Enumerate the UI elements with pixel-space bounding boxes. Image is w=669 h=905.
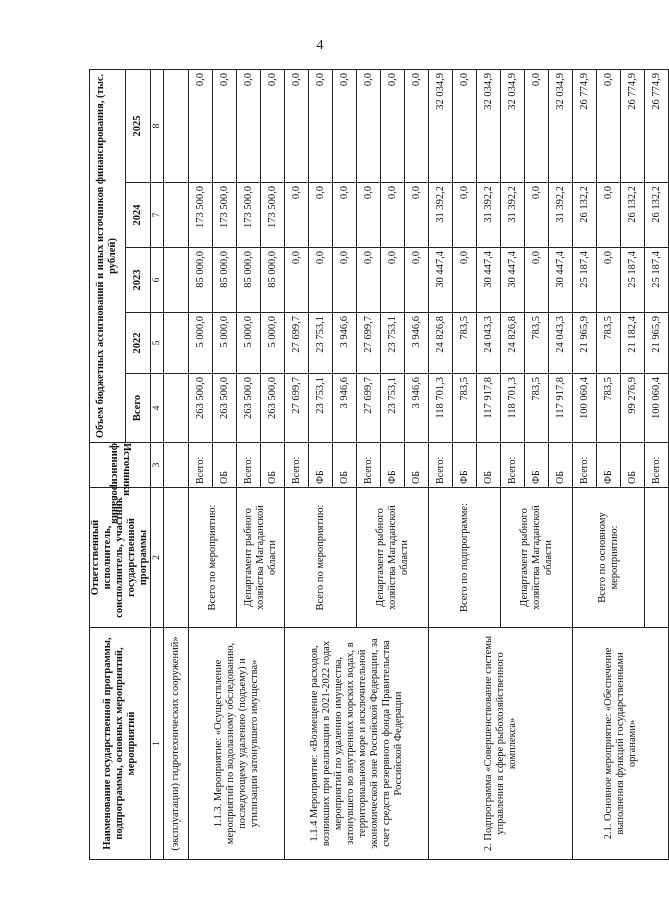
amount-cell: 3 946,6 — [333, 374, 357, 443]
amount-cell: 32 034,9 — [429, 69, 453, 182]
responsible-all: Всего по мероприятию: — [285, 488, 357, 628]
header-total: Всего — [125, 374, 150, 443]
amount-cell: 23 753,1 — [309, 374, 333, 443]
amount-cell: 0,0 — [525, 69, 549, 182]
amount-cell: 783,5 — [597, 313, 621, 374]
amount-cell: 173 500,0 — [261, 183, 285, 248]
source-label: ОБ — [405, 443, 429, 488]
header-year-2023: 2023 — [125, 248, 150, 313]
budget-table — [89, 69, 669, 860]
amount-cell: 5 000,0 — [213, 313, 237, 374]
col-number: 5 — [151, 313, 164, 374]
amount-cell: 0,0 — [453, 248, 477, 313]
amount-cell: 0,0 — [333, 248, 357, 313]
amount-cell: 21 965,9 — [573, 313, 597, 374]
amount-cell: 5 000,0 — [261, 313, 285, 374]
amount-cell: 31 392,2 — [501, 183, 525, 248]
amount-cell: 25 187,4 — [645, 248, 669, 313]
amount-cell: 27 699,7 — [285, 313, 309, 374]
item-name: 2. Подпрограмма «Совершенствование системы управления в сфере рыбохозяйственного комплекса» — [429, 628, 573, 860]
source-label: ОБ — [261, 443, 285, 488]
source-label: Всего: — [645, 443, 669, 488]
amount-cell: 23 753,1 — [381, 374, 405, 443]
amount-cell: 27 699,7 — [285, 374, 309, 443]
empty-cell — [164, 374, 189, 443]
item-name: 2.1. Основное мероприятие: «Обеспечение выполнения функций государственными органами» — [573, 628, 669, 860]
amount-cell: 0,0 — [309, 248, 333, 313]
responsible-all: Всего по мероприятию: — [189, 488, 237, 628]
responsible-all: Всего по подпрограмме: — [429, 488, 501, 628]
source-label: ОБ — [477, 443, 501, 488]
amount-cell: 173 500,0 — [189, 183, 213, 248]
amount-cell: 0,0 — [285, 69, 309, 182]
header-year-2024: 2024 — [125, 183, 150, 248]
amount-cell: 0,0 — [261, 69, 285, 182]
rotated-table-container — [89, 70, 662, 860]
amount-cell: 30 447,4 — [501, 248, 525, 313]
responsible-department: Департамент рыбного хозяйства Магаданской области — [357, 488, 429, 628]
amount-cell: 783,5 — [453, 313, 477, 374]
responsible-all: Всего по основному мероприятию: — [573, 488, 645, 628]
amount-cell: 117 917,8 — [549, 374, 573, 443]
empty-cell — [164, 69, 189, 182]
col-number: 7 — [151, 183, 164, 248]
amount-cell: 26 132,2 — [621, 183, 645, 248]
header-name-column: Наименование государственной программы, подпрограммы, основных мероприятий, мероприятий — [90, 628, 151, 860]
source-label: ФБ — [597, 443, 621, 488]
amount-cell: 118 701,3 — [501, 374, 525, 443]
amount-cell: 25 187,4 — [573, 248, 597, 313]
amount-cell: 0,0 — [597, 248, 621, 313]
amount-cell: 263 500,0 — [189, 374, 213, 443]
header-year-2022: 2022 — [125, 313, 150, 374]
amount-cell: 0,0 — [405, 183, 429, 248]
source-label: ОБ — [213, 443, 237, 488]
amount-cell: 31 392,2 — [429, 183, 453, 248]
item-name: 1.1.3. Мероприятие: «Осуществление мероприятий по водолазному обследованию, последующему удалению (подъему) и утилизации затонувшего имущества» — [189, 628, 285, 860]
header-source-cell — [90, 443, 151, 524]
source-label: Всего: — [357, 443, 381, 488]
amount-cell: 30 447,4 — [549, 248, 573, 313]
header-volume-column: Объем бюджетных ассигнований и иных источников финансирования, (тыс. рублей) — [90, 69, 126, 442]
amount-cell: 24 826,8 — [501, 313, 525, 374]
amount-cell: 5 000,0 — [237, 313, 261, 374]
source-label: ФБ — [309, 443, 333, 488]
col-number: 3 — [151, 443, 164, 488]
amount-cell: 0,0 — [333, 183, 357, 248]
amount-cell: 26 774,9 — [573, 69, 597, 182]
header-year-2025: 2025 — [125, 69, 150, 182]
amount-cell: 5 000,0 — [189, 313, 213, 374]
table-row — [285, 69, 309, 859]
col-number: 4 — [151, 374, 164, 443]
amount-cell: 27 699,7 — [357, 313, 381, 374]
amount-cell: 21 965,9 — [645, 313, 669, 374]
amount-cell: 30 447,4 — [429, 248, 453, 313]
amount-cell: 3 946,6 — [405, 374, 429, 443]
amount-cell: 0,0 — [405, 69, 429, 182]
empty-cell — [164, 183, 189, 248]
table-row — [573, 69, 597, 859]
amount-cell: 263 500,0 — [213, 374, 237, 443]
responsible-department: Департамент рыбного хозяйства Магаданской области — [237, 488, 285, 628]
amount-cell: 0,0 — [309, 69, 333, 182]
amount-cell: 0,0 — [381, 248, 405, 313]
source-label: ОБ — [549, 443, 573, 488]
amount-cell: 783,5 — [453, 374, 477, 443]
amount-cell: 783,5 — [525, 313, 549, 374]
amount-cell: 3 946,6 — [405, 313, 429, 374]
amount-cell: 85 000,0 — [237, 248, 261, 313]
amount-cell: 0,0 — [453, 69, 477, 182]
amount-cell: 783,5 — [525, 374, 549, 443]
amount-cell: 27 699,7 — [357, 374, 381, 443]
source-label: Всего: — [429, 443, 453, 488]
amount-cell: 0,0 — [405, 248, 429, 313]
amount-cell: 24 826,8 — [429, 313, 453, 374]
amount-cell: 26 774,9 — [645, 69, 669, 182]
amount-cell: 118 701,3 — [429, 374, 453, 443]
responsible-empty — [645, 488, 669, 628]
amount-cell: 117 917,8 — [477, 374, 501, 443]
column-number-row — [151, 69, 164, 859]
empty-cell — [164, 248, 189, 313]
amount-cell: 85 000,0 — [261, 248, 285, 313]
amount-cell: 0,0 — [597, 183, 621, 248]
amount-cell: 0,0 — [381, 183, 405, 248]
amount-cell: 99 276,9 — [621, 374, 645, 443]
amount-cell: 32 034,9 — [501, 69, 525, 182]
source-label: ФБ — [381, 443, 405, 488]
empty-cell — [164, 443, 189, 488]
amount-cell: 21 182,4 — [621, 313, 645, 374]
source-label: Всего: — [237, 443, 261, 488]
amount-cell: 100 060,4 — [573, 374, 597, 443]
col-number: 1 — [151, 628, 164, 860]
item-name: (эксплуатации) гидротехнических сооружений» — [164, 628, 189, 860]
amount-cell: 0,0 — [381, 69, 405, 182]
header-responsible-column: Ответственный исполнитель, соисполнитель, участник государственной программы — [90, 488, 151, 628]
source-label: Всего: — [189, 443, 213, 488]
amount-cell: 32 034,9 — [477, 69, 501, 182]
amount-cell: 0,0 — [333, 69, 357, 182]
table-row — [189, 69, 213, 859]
source-label: ОБ — [333, 443, 357, 488]
amount-cell: 0,0 — [597, 69, 621, 182]
amount-cell: 32 034,9 — [549, 69, 573, 182]
amount-cell: 0,0 — [453, 183, 477, 248]
table-row — [429, 69, 453, 859]
amount-cell: 0,0 — [237, 69, 261, 182]
amount-cell: 0,0 — [357, 69, 381, 182]
amount-cell: 26 132,2 — [645, 183, 669, 248]
amount-cell: 173 500,0 — [213, 183, 237, 248]
amount-cell: 26 132,2 — [573, 183, 597, 248]
source-label: Всего: — [285, 443, 309, 488]
amount-cell: 263 500,0 — [237, 374, 261, 443]
source-label: ФБ — [453, 443, 477, 488]
amount-cell: 0,0 — [213, 69, 237, 182]
amount-cell: 31 392,2 — [477, 183, 501, 248]
source-label: ФБ — [525, 443, 549, 488]
amount-cell: 25 187,4 — [621, 248, 645, 313]
amount-cell: 85 000,0 — [189, 248, 213, 313]
amount-cell: 0,0 — [285, 183, 309, 248]
amount-cell: 173 500,0 — [237, 183, 261, 248]
amount-cell: 0,0 — [285, 248, 309, 313]
amount-cell: 263 500,0 — [261, 374, 285, 443]
amount-cell: 0,0 — [189, 69, 213, 182]
amount-cell: 23 753,1 — [381, 313, 405, 374]
responsible-department: Департамент рыбного хозяйства Магаданской области — [501, 488, 573, 628]
table-row — [164, 69, 189, 859]
amount-cell: 31 392,2 — [549, 183, 573, 248]
amount-cell: 23 753,1 — [309, 313, 333, 374]
col-number: 2 — [151, 488, 164, 628]
amount-cell: 0,0 — [357, 183, 381, 248]
item-name: 1.1.4 Мероприятие: «Возмещение расходов, возникших при реализации в 2021-2022 годах мероприятий по удалению имущества, затонувшего во внутренних морских водах, в территориальном море и исключительной экономической зоне Российской Федерации, за счет средств резервного фонда Правительства Российской Федерации — [285, 628, 429, 860]
col-number: 8 — [151, 69, 164, 182]
source-label: ОБ — [621, 443, 645, 488]
amount-cell: 30 447,4 — [477, 248, 501, 313]
amount-cell: 783,5 — [597, 374, 621, 443]
amount-cell: 85 000,0 — [213, 248, 237, 313]
amount-cell: 0,0 — [357, 248, 381, 313]
amount-cell: 100 060,4 — [645, 374, 669, 443]
col-number: 6 — [151, 248, 164, 313]
amount-cell: 0,0 — [525, 248, 549, 313]
amount-cell: 24 043,3 — [477, 313, 501, 374]
page-number: 4 — [316, 38, 324, 53]
header-source-column: Источники финансирования — [109, 443, 132, 524]
amount-cell: 0,0 — [525, 183, 549, 248]
amount-cell: 26 774,9 — [621, 69, 645, 182]
amount-cell: 24 043,3 — [549, 313, 573, 374]
empty-cell — [164, 488, 189, 628]
source-label: Всего: — [501, 443, 525, 488]
source-label: Всего: — [573, 443, 597, 488]
amount-cell: 3 946,6 — [333, 313, 357, 374]
amount-cell: 0,0 — [309, 183, 333, 248]
empty-cell — [164, 313, 189, 374]
